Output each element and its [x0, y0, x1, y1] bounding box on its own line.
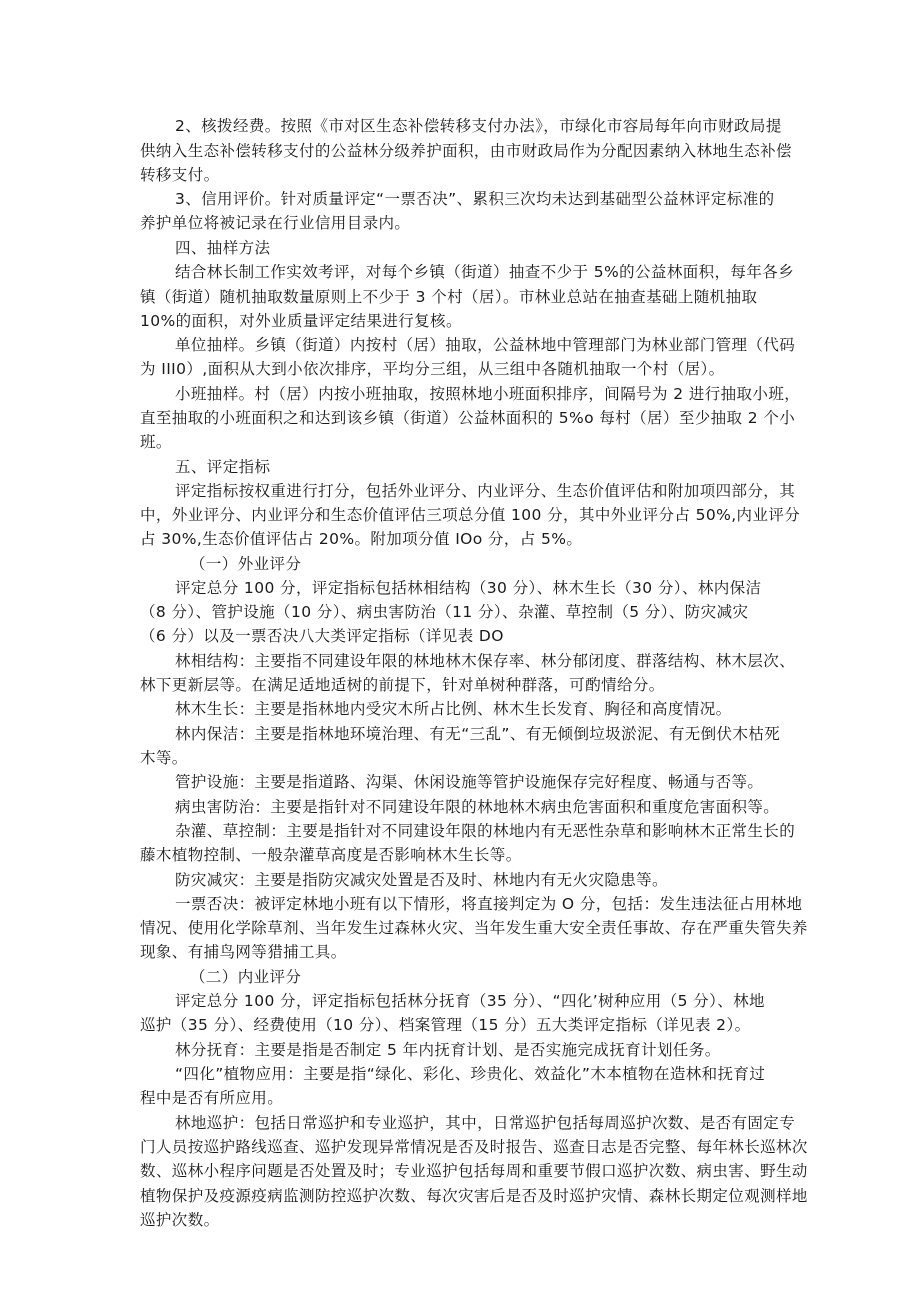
- paragraph-line: 直至抽取的小班面积之和达到该乡镇（街道）公益林面积的 5%o 每村（居）至少抽取 2 个小: [140, 409, 796, 427]
- paragraph-line: 巡护（35 分）、经费使用（10 分）、档案管理（15 分）五大类评定指标（详见表 2）。: [140, 1016, 751, 1034]
- paragraph-line: 镇（街道）随机抽取数量原则上不少于 3 个村（居）。市林业总站在抽查基础上随机抽取: [140, 288, 758, 306]
- paragraph-line: 转移支付。: [140, 166, 220, 184]
- paragraph-line: 林下更新层等。在满足适地适树的前提下，针对单树种群落，可酌情给分。: [140, 676, 665, 694]
- paragraph-line: 杂灌、草控制：主要是指针对不同建设年限的林地内有无恶性杂草和影响林木正常生长的: [175, 822, 796, 840]
- paragraph-line: 林内保洁：主要是指林地环境治理、有无“三乱”、有无倾倒垃圾淤泥、有无倒伏木枯死: [175, 725, 781, 743]
- paragraph-line: 评定总分 100 分，评定指标包括林相结构（30 分）、林木生长（30 分）、林内保洁: [175, 579, 762, 597]
- paragraph-line: （一）外业评分: [190, 555, 302, 573]
- paragraph-line: “四化”植物应用：主要是指“绿化、彩化、珍贵化、效益化”木本植物在造林和抚育过: [175, 1065, 766, 1083]
- paragraph-line: 养护单位将被记录在行业信用目录内。: [140, 214, 411, 232]
- paragraph-line: 病虫害防治：主要是指针对不同建设年限的林地林木病虫危害面积和重度危害面积等。: [175, 798, 780, 816]
- paragraph-line: 藤木植物控制、一般杂灌草高度是否影响林木生长等。: [140, 846, 522, 864]
- paragraph-line: 一票否决：被评定林地小班有以下情形，将直接判定为 O 分，包括：发生违法征占用林地: [175, 895, 803, 913]
- paragraph-line: 林地巡护：包括日常巡护和专业巡护，其中，日常巡护包括每周巡护次数、是否有固定专: [175, 1114, 796, 1132]
- paragraph-line: 防灾减灾：主要是指防灾减灾处置是否及时、林地内有无火灾隐患等。: [175, 871, 668, 889]
- paragraph-line: 占 30%,生态价值评估占 20%。附加项分值 IOo 分，占 5%。: [140, 530, 583, 548]
- paragraph-line: 数、巡林小程序问题是否处置及时；专业巡护包括每周和重要节假口巡护次数、病虫害、野生动: [140, 1162, 808, 1180]
- paragraph-line: 评定指标按权重进行打分，包括外业评分、内业评分、生态价值评估和附加项四部分，其: [175, 482, 796, 500]
- paragraph-line: 单位抽样。乡镇（街道）内按村（居）抽取，公益林地中管理部门为林业部门管理（代码: [175, 336, 796, 354]
- paragraph-line: 门人员按巡护路线巡查、巡护发现异常情况是否及时报告、巡查日志是否完整、每年林长巡林次: [140, 1138, 808, 1156]
- paragraph-line: （6 分）以及一票否决八大类评定指标（详见表 DO: [140, 627, 504, 645]
- paragraph-line: 林木生长：主要是指林地内受灾木所占比例、林木生长发育、胸径和高度情况。: [175, 700, 732, 718]
- paragraph-line: 四、抽样方法: [175, 239, 271, 257]
- paragraph-line: 管护设施：主要是指道路、沟渠、休闲设施等管护设施保存完好程度、畅通与否等。: [175, 773, 764, 791]
- paragraph-line: 小班抽样。村（居）内按小班抽取，按照林地小班面积排序，间隔号为 2 进行抽取小班，: [175, 385, 801, 403]
- paragraph-line: 林分抚育：主要是指是否制定 5 年内抚育计划、是否实施完成抚育计划任务。: [175, 1041, 721, 1059]
- paragraph-line: 植物保护及疫源疫病监测防控巡护次数、每次灾害后是否及时巡护灾情、森林长期定位观测样地: [140, 1187, 808, 1205]
- paragraph-line: 中，外业评分、内业评分和生态价值评估三项总分值 100 分，其中外业评分占 50%,内业评分: [140, 506, 801, 524]
- paragraph-line: 木等。: [140, 749, 188, 767]
- paragraph-line: 班。: [140, 433, 172, 451]
- paragraph-line: 2、核拨经费。按照《市对区生态补偿转移支付办法》，市绿化市容局每年向市财政局提: [175, 117, 782, 135]
- paragraph-line: 程中是否有所应用。: [140, 1089, 284, 1107]
- paragraph-line: 10%的面积，对外业质量评定结果进行复核。: [140, 312, 462, 330]
- paragraph-line: 五、评定指标: [175, 458, 271, 476]
- paragraph-line: 为 III0）,面积从大到小依次排序，平均分三组，从三组中各随机抽取一个村（居）。: [140, 360, 725, 378]
- paragraph-line: 供纳入生态补偿转移支付的公益林分级养护面积，由市财政局作为分配因素纳入林地生态补偿: [140, 142, 792, 160]
- paragraph-line: 评定总分 100 分，评定指标包括林分抚育（35 分）、“四化’树种应用（5 分）、林地: [175, 992, 765, 1010]
- paragraph-line: （8 分）、管护设施（10 分）、病虫害防治（11 分）、杂灌、草控制（5 分）、防灾减灾: [140, 603, 749, 621]
- paragraph-line: （二）内业评分: [190, 968, 302, 986]
- paragraph-line: 3、信用评价。针对质量评定“一票否决”、累积三次均未达到基础型公益林评定标准的: [175, 190, 775, 208]
- paragraph-line: 林相结构：主要指不同建设年限的林地林木保存率、林分郁闭度、群落结构、林木层次、: [175, 652, 796, 670]
- paragraph-line: 情况、使用化学除草剂、当年发生过森林火灾、当年发生重大安全责任事故、存在严重失管失养: [140, 919, 808, 937]
- paragraph-line: 结合林长制工作实效考评，对每个乡镇（街道）抽查不少于 5%的公益林面积，每年各乡: [175, 263, 795, 281]
- paragraph-line: 现象、有捕鸟网等猎捕工具。: [140, 943, 347, 961]
- paragraph-line: 巡护次数。: [140, 1211, 220, 1229]
